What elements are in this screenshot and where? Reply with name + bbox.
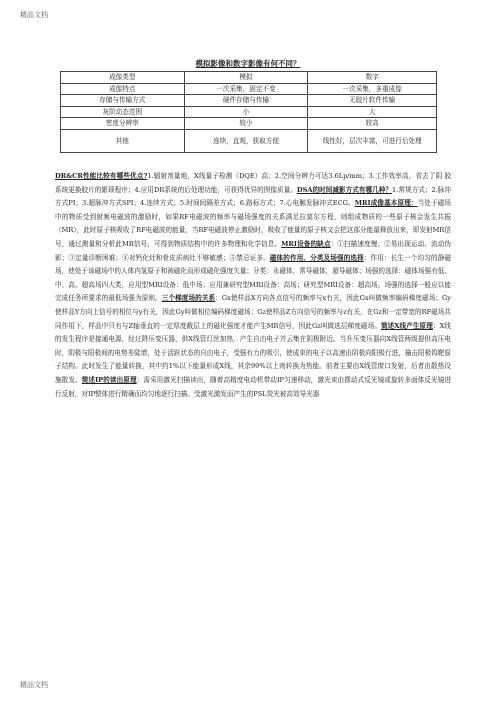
table-cell: 一次采集，多重成像 xyxy=(308,83,437,95)
page-footer-watermark: 精品文档 xyxy=(20,681,48,689)
table-cell: 存储与传输方式 xyxy=(61,95,185,107)
table-cell: 连续，直观，获取方便 xyxy=(184,129,308,152)
heading-mri-principle: MRI成像基本原理： xyxy=(354,199,418,208)
table-cell: 灰阶动态范围 xyxy=(61,106,185,118)
text-xray: ：X线的发生程序是接通电源，经过降压变压器，供X线管灯丝加热，产生自由电子并云集在阴极附近。当升压变压器向X线管两级提供高压电时，阴极与阳极间的电势差陡增，处于活跃状态的自由电子，受强有力的吸引，使成束的电子以高速由阴极向阳极行进，撞击阳极钨靶原子结构。此时发生了能量转换，其中约1%以下能量形成X线，其余99%以上则转换为热能。前者主要由X线管窗口发射，后者由散热设施散发。 xyxy=(55,321,451,384)
text-magnet: ：作用：长生一个均匀的静磁场，使处于该磁场中的人体内氢原子和被磁化而形成磁化强度矢量；分类：永磁体，常导磁体，超导磁体；场强的选择：磁体场强有低、中、高、超高场四大类，应用型MRI设备：低中场；应用兼研究型MRI设备：高场；研究型MRI设备：超高场。场强的选择一般应以能完成任务所要求的最低场强为原则。 xyxy=(55,253,452,303)
table-cell: 模拟 xyxy=(184,72,308,84)
table-cell: 其他 xyxy=(61,129,185,152)
table-cell: 成像类型 xyxy=(61,72,185,84)
heading-dr-cr: DR&CR性能比较有哪些优点? xyxy=(55,172,148,180)
table-title: 模拟影像和数字影像有何不同？ xyxy=(195,59,301,68)
heading-ip-readout: 简述IP的读出原理 xyxy=(81,375,137,384)
table-cell: 线性好，层次丰富，可进行后处理 xyxy=(308,129,437,152)
heading-gradients: 三个梯度场的关系 xyxy=(161,294,216,303)
text-dsa: 1.常规方式；2.脉冲方式PI；3.超脉冲方式SPI；4.连续方式；5.时间间隔差方式；6.路标方式；7.心电触发脉冲式ECG。 xyxy=(55,185,451,208)
body-paragraph xyxy=(55,170,451,401)
table-cell: 较高 xyxy=(308,118,437,130)
heading-xray: 简述X线产生原理 xyxy=(380,321,433,330)
table-cell: 无胶片软件传输 xyxy=(308,95,437,107)
table-cell: 数字 xyxy=(308,72,437,84)
table-row xyxy=(61,72,437,84)
table-cell: 小 xyxy=(184,106,308,118)
text-mri-drawbacks: ：①扫描速度慢；②易出现运动、流动伪影；③定量诊断困难；④对钙化灶和骨皮质病灶不够敏感；⑤禁忌证多。 xyxy=(55,239,451,262)
text-ip-readout: ：需采用激光扫描读出，随着高精度电动机带动IP匀速移动，激光束由摆动式反光镜或旋转多面体反光镜进行反射，对IP整体进行精确而均匀地逐行扫描。受激光激发而产生的PSL荧光被高效导光器 xyxy=(55,375,452,398)
table-cell: 较小 xyxy=(184,118,308,130)
text-mri-principle: 当处于磁场中的物质受到射频电磁波的激励时，如果RF电磁波的频率与磁场强度的关系满足拉莫尔方程，则组成物质的一些原子核会发生共振（MR），此时原子核吸收了RF电磁波的能量，当RF电磁波停止激励时，吸收了能量的原子核又会把这部分能量释放出来，即发射MR信号，通过测量和分析此MR信号，可得到物质结构中的许多物理和化学信息。 xyxy=(55,199,451,248)
table-row xyxy=(61,95,437,107)
text-gradients: ：Gx使样品X方向各点信号的频率与x有关，因此Gx叫做频率编码梯度磁场；Gy使样品Y方向上信号的相位与y有关，因此Gy叫做相位编码梯度磁场；Gz使样品Z方向信号的频率与z有关，在Gz和一定带宽的RF磁场共同作用下，样品中只有与Z轴垂直的一定厚度截层上的磁化强度才能产生MR信号，因此Gz叫做选层梯度磁场。 xyxy=(55,294,451,330)
table-row xyxy=(61,129,437,152)
heading-mri-drawbacks: MRI设备的缺点 xyxy=(281,239,331,248)
page-header-watermark: 精品文档 xyxy=(20,11,48,19)
table-cell: 大 xyxy=(308,106,437,118)
comparison-table xyxy=(60,71,437,153)
table-cell: 密度分辨率 xyxy=(61,118,185,130)
table-cell: 一次采集，固定不变 xyxy=(184,83,308,95)
table-row xyxy=(61,106,437,118)
heading-dsa: DSA的时间减影方式有哪几种？ xyxy=(296,185,393,194)
table-row xyxy=(61,118,437,130)
table-row xyxy=(61,83,437,95)
text-dr-cr: 1.辐射剂量地，X线量子检测（DQE）高；2.空间分辨力可达3.6Lp/mm；3.工作效率高，省去了阴 胶系统更换胶片的繁琐程序；4.应用DR系统的后处理功能，可获得优异的图像质量。 xyxy=(55,172,451,194)
table-cell: 硬件存储与传输 xyxy=(184,95,308,107)
table-cell: 成像特点 xyxy=(61,83,185,95)
heading-magnet: 磁体的作用、分类及场强的选择 xyxy=(269,253,364,262)
